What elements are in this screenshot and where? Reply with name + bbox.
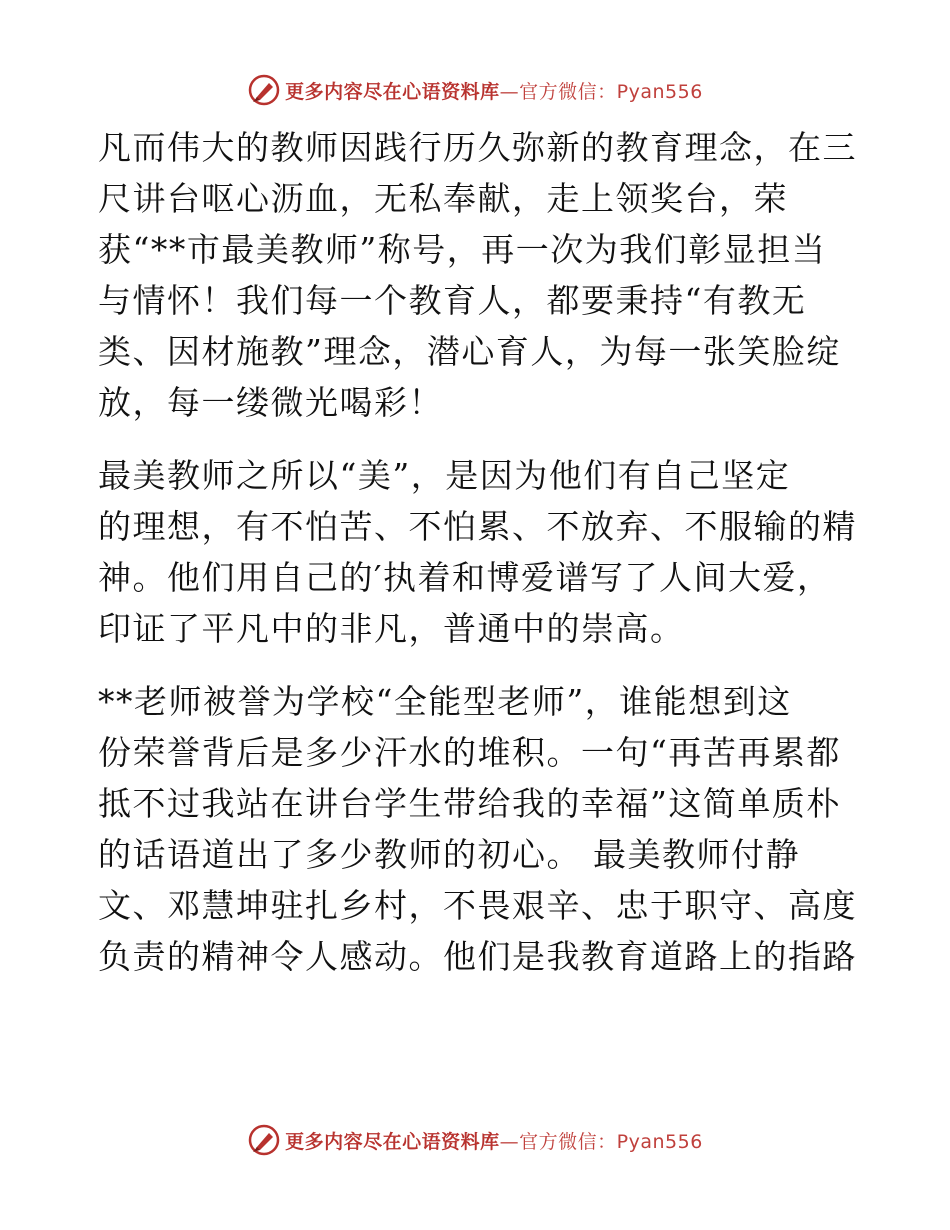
document-body [98,122,858,982]
text-line: 凡而伟大的教师因践行历久弥新的教育理念，在三 [98,128,857,167]
text-line: **老师被誉为学校“全能型老师”，谁能想到这 [98,682,792,721]
text-line: 尺讲台呕心沥血，无私奉献，走上领奖台，荣 [98,179,788,218]
text-line: 的话语道出了多少教师的初心。 最美教师付静 [98,835,800,874]
text-line: 抵不过我站在讲台学生带给我的幸福”这简单质朴 [98,784,841,823]
paragraph-gap [98,654,858,676]
paragraph [98,122,858,428]
paragraph [98,676,858,982]
text-line: 放，每一缕微光喝彩！ [98,383,443,422]
text-line: 获“**市最美教师”称号，再一次为我们彰显担当 [98,230,827,269]
paragraph [98,450,858,654]
footer-wechat: 官方微信：Pyan556 [519,1130,703,1153]
footer-banner-text [285,1127,703,1154]
text-line: 最美教师之所以“美”，是因为他们有自己坚定 [98,456,791,495]
text-line: 印证了平凡中的非凡，普通中的崇高。 [98,609,685,648]
header-brand: 更多内容尽在心语资料库 [285,80,500,103]
text-line: 与情怀！我们每一个教育人，都要秉持“有教无 [98,281,807,320]
footer-dash: — [499,1130,520,1153]
text-line: 神。他们用自己的′执着和博爱谱写了人间大爱， [98,558,832,597]
text-line: 的理想，有不怕苦、不怕累、不放弃、不服输的精 [98,507,857,546]
text-line: 份荣誉背后是多少汗水的堆积。一句“再苦再累都 [98,733,841,772]
header-watermark [0,70,950,110]
header-wechat: 官方微信：Pyan556 [519,80,703,103]
text-line: 文、邓慧坤驻扎乡村，不畏艰辛、忠于职守、高度 [98,886,857,925]
pen-nib-logo-icon [247,73,281,107]
paragraph-gap [98,428,858,450]
pen-nib-logo-icon [247,1123,281,1157]
text-line: 类、因材施教”理念，潜心育人，为每一张笑脸绽 [98,332,841,371]
header-dash: — [499,80,520,103]
header-banner-text [285,77,703,104]
footer-brand: 更多内容尽在心语资料库 [285,1130,500,1153]
footer-watermark [0,1120,950,1160]
text-line: 负责的精神令人感动。他们是我教育道路上的指路 [98,937,857,976]
